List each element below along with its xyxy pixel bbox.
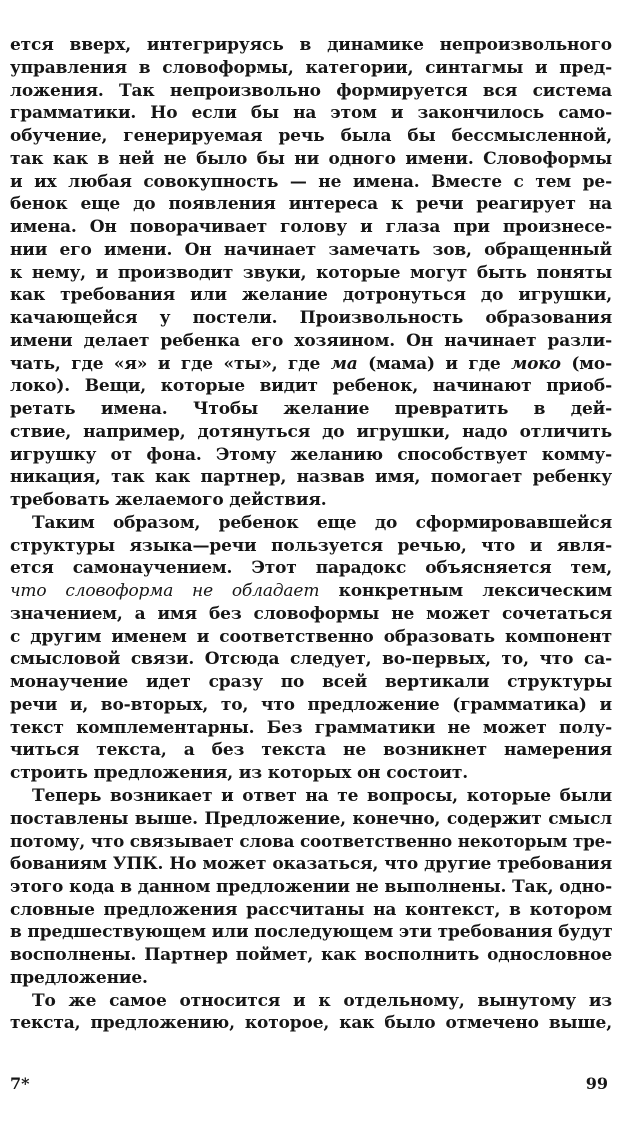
paragraph xyxy=(10,990,612,1036)
text-line: ствие, например, дотянуться до игрушки, надо отличить xyxy=(10,421,612,442)
text-line: ложения. Так непроизвольно формируется вся система xyxy=(10,80,612,101)
text-line: восполнены. Партнер поймет, как восполнить однословное xyxy=(10,945,612,965)
text-line: словные предложения рассчитаны на контекст, в котором xyxy=(10,899,612,920)
text-line: с другим именем и соответственно образовать компонент xyxy=(10,626,612,647)
text-line: То же самое относится и к отдельному, вынутому из xyxy=(32,990,612,1011)
text-line: игрушку от фона. Этому желанию способствует комму- xyxy=(10,444,612,465)
text-line: значением, а имя без словоформы не может сочетаться xyxy=(10,603,612,624)
text-line: качающейся у постели. Произвольность образования xyxy=(10,308,612,328)
text-line: потому, что связывает слова соответственно некоторым тре- xyxy=(10,831,612,852)
text-line: и их любая совокупность — не имена. Вместе с тем ре- xyxy=(10,171,612,192)
text-line: имена. Он поворачивает голову и глаза при произнесе- xyxy=(10,217,612,237)
paragraph xyxy=(10,34,612,512)
paragraph xyxy=(10,512,612,785)
text-line: чать, где «я» и где «ты», где ма (мама) и где моко (мо- xyxy=(10,353,612,374)
page-footer xyxy=(10,1074,608,1096)
page-number: 99 xyxy=(585,1074,608,1093)
text-line: ретать имена. Чтобы желание превратить в дей- xyxy=(10,399,612,419)
text-line: речи и, во-вторых, то, что предложение (грамматика) и xyxy=(10,694,612,715)
text-line: никация, так как партнер, назвав имя, помогает ребенку xyxy=(10,467,612,488)
text-line: этого кода в данном предложении не выполнены. Так, одно- xyxy=(10,876,612,897)
paragraph xyxy=(10,785,612,990)
text-line: локо). Вещи, которые видит ребенок, начинают приоб- xyxy=(10,376,612,397)
text-line: требовать желаемого действия. xyxy=(10,490,327,510)
text-line: читься текста, а без текста не возникнет намерения xyxy=(10,740,612,761)
signature-mark: 7* xyxy=(10,1074,30,1093)
text-line: текст комплементарны. Без грамматики не может полу- xyxy=(10,717,612,738)
text-line: обучение, генерируемая речь была бы бессмысленной, xyxy=(10,126,612,146)
text-line: управления в словоформы, категории, синтагмы и пред- xyxy=(10,57,612,78)
text-body xyxy=(10,34,612,1035)
text-line: текста, предложению, которое, как было отмечено выше, xyxy=(10,1013,612,1034)
text-line: Теперь возникает и ответ на те вопросы, которые были xyxy=(32,785,612,806)
text-line: грамматики. Но если бы на этом и закончилось само- xyxy=(10,103,612,124)
text-line: нии его имени. Он начинает замечать зов, обращенный xyxy=(10,239,612,260)
text-line: ется вверх, интегрируясь в динамике непроизвольного xyxy=(10,35,612,55)
text-line: к нему, и производит звуки, которые могут быть поняты xyxy=(10,262,612,283)
text-line: бенок еще до появления интереса к речи реагирует на xyxy=(10,194,612,215)
text-line: предложение. xyxy=(10,967,148,988)
text-line: структуры языка—речи пользуется речью, что и явля- xyxy=(10,535,612,556)
text-line: Таким образом, ребенок еще до сформировавшейся xyxy=(32,512,612,533)
text-line: как требования или желание дотронуться до игрушки, xyxy=(10,285,612,306)
text-line: так как в ней не было бы ни одного имени. Словоформы xyxy=(10,148,612,169)
text-line: смысловой связи. Отсюда следует, во-первых, то, что са- xyxy=(10,649,612,670)
text-line: монаучение идет сразу по всей вертикали структуры xyxy=(10,672,612,692)
text-line: что словоформа не обладает конкретным лексическим xyxy=(10,581,612,601)
text-line: в предшествующем или последующем эти требования будут xyxy=(10,922,612,943)
text-line: имени делает ребенка его хозяином. Он начинает разли- xyxy=(10,330,612,351)
text-line: поставлены выше. Предложение, конечно, содержит смысл xyxy=(10,808,612,829)
text-line: строить предложения, из которых он состоит. xyxy=(10,763,469,783)
text-line: ется самонаучением. Этот парадокс объясняется тем, xyxy=(10,558,612,579)
text-line: бованиям УПК. Но может оказаться, что другие требования xyxy=(10,854,612,874)
